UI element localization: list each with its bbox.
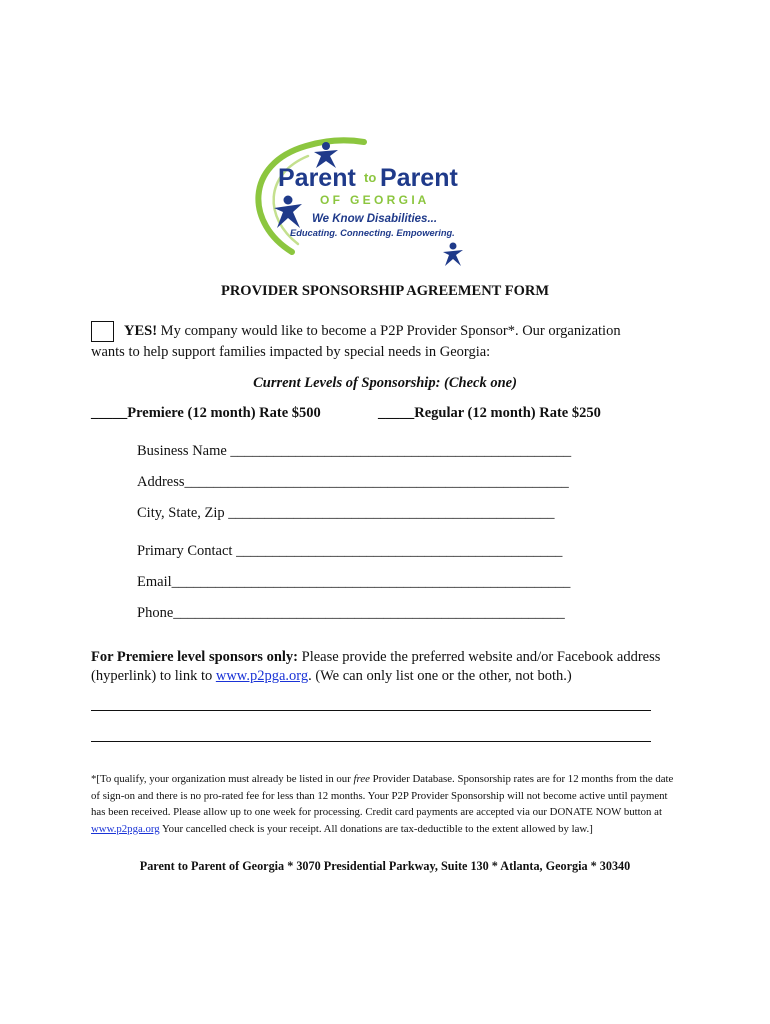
logo-parent-2: Parent — [380, 164, 458, 192]
yes-text: My company would like to become a P2P Provider Sponsor*. Our organization — [157, 323, 621, 339]
logo-star-figure-bottom — [443, 243, 463, 267]
website-entry-line-2[interactable] — [91, 741, 651, 742]
fine-print-text-3: Your cancelled check is your receipt. All donations are tax-deductible to the extent allowed by law.] — [159, 822, 593, 835]
fine-print — [91, 771, 681, 837]
phone-field[interactable]: Phone______________________________________________________ — [137, 605, 565, 621]
fine-print-text-2: Provider Database. Sponsorship rates are for 12 months from the date of sign-on and there is no pro-rated fee for less than 12 months. Your P2P Provider Sponsorship will not become active until payment has been received. Please allow up to one week for processing. Credit card payments are accepted via our DONATE NOW button at — [91, 773, 674, 818]
logo-tagline-1: We Know Disabilities... — [312, 213, 438, 225]
email-field[interactable]: Email_______________________________________________________ — [137, 574, 571, 590]
premiere-note-text: Please provide the preferred website and/or Facebook address (hyperlink) to link to — [91, 649, 661, 684]
yes-line-2: wants to help support families impacted by special needs in Georgia: — [91, 344, 491, 360]
premiere-note-text-2: . (We can only list one or the other, not both.) — [308, 668, 572, 684]
yes-line-1 — [91, 321, 671, 342]
parent-to-parent-logo — [246, 134, 496, 268]
premiere-note-bold: For Premiere level sponsors only: — [91, 649, 298, 665]
fine-print-free: free — [353, 773, 370, 785]
form-title: PROVIDER SPONSORSHIP AGREEMENT FORM — [220, 283, 550, 299]
business-name-field[interactable]: Business Name _______________________________________________ — [137, 443, 572, 459]
yes-label: YES! — [124, 323, 158, 339]
website-entry-line-1[interactable] — [91, 710, 651, 711]
yes-statement — [91, 321, 671, 363]
logo-of-georgia: O F G E O R G I A — [320, 193, 427, 207]
fine-print-text-1: *[To qualify, your organization must already be listed in our — [91, 773, 354, 785]
city-state-zip-field[interactable]: City, State, Zip _____________________________________________ — [137, 505, 555, 521]
logo-parent-1: Parent — [278, 164, 356, 192]
footer-address: Parent to Parent of Georgia * 3070 Presidential Parkway, Suite 130 * Atlanta, Georgia * 30340 — [139, 859, 631, 873]
logo-tagline-2: Educating. Connecting. Empowering. — [290, 228, 455, 238]
option-regular[interactable]: _____Regular (12 month) Rate $250 — [378, 405, 601, 421]
option-premiere[interactable]: _____Premiere (12 month) Rate $500 — [91, 405, 321, 421]
p2pga-link[interactable]: www.p2pga.org — [215, 668, 309, 684]
logo-star-figure-left — [274, 196, 302, 229]
yes-checkbox[interactable] — [91, 321, 114, 342]
premiere-note — [91, 648, 691, 686]
logo-to: to — [364, 170, 377, 185]
sponsorship-levels-heading: Current Levels of Sponsorship: (Check one) — [253, 375, 517, 391]
primary-contact-field[interactable]: Primary Contact _____________________________________________ — [137, 543, 563, 559]
address-field[interactable]: Address_____________________________________________________ — [137, 474, 569, 490]
fine-print-link[interactable]: www.p2pga.org — [91, 822, 160, 835]
